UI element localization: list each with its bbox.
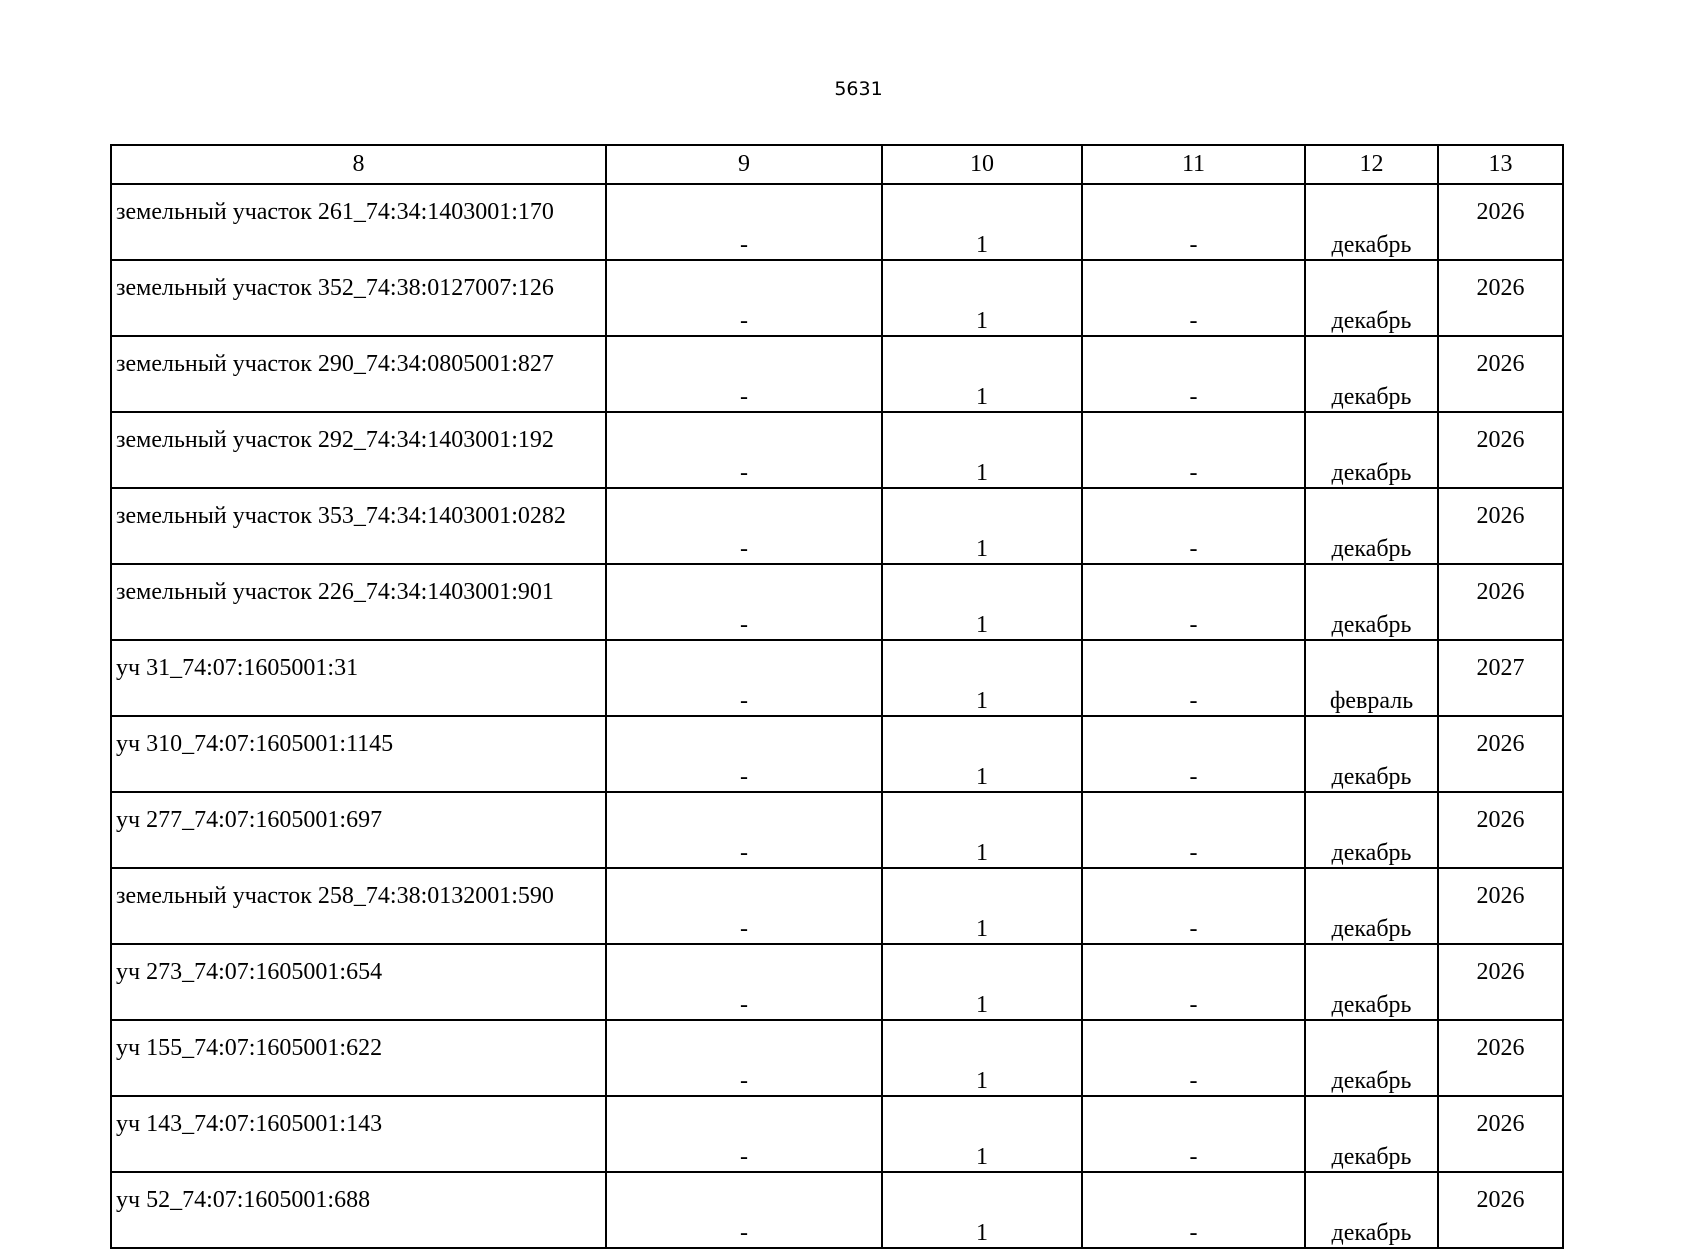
- month-cell: декабрь: [1305, 1020, 1438, 1096]
- col-11-cell: -: [1082, 868, 1305, 944]
- col-11-cell: -: [1082, 1020, 1305, 1096]
- month-cell: декабрь: [1305, 944, 1438, 1020]
- data-table: [110, 144, 1564, 1249]
- col-11-cell: -: [1082, 412, 1305, 488]
- col-9-cell: -: [606, 184, 882, 260]
- col-11-cell: -: [1082, 640, 1305, 716]
- column-header-10: 10: [882, 145, 1082, 184]
- table-row: [111, 336, 1563, 412]
- year-cell: 2027: [1438, 640, 1563, 716]
- table-header: [111, 145, 1563, 184]
- col-11-cell: -: [1082, 488, 1305, 564]
- month-cell: декабрь: [1305, 412, 1438, 488]
- table-row: [111, 640, 1563, 716]
- month-cell: декабрь: [1305, 260, 1438, 336]
- col-10-cell: 1: [882, 488, 1082, 564]
- col-9-cell: -: [606, 1096, 882, 1172]
- table-row: [111, 184, 1563, 260]
- header-row: [111, 145, 1563, 184]
- table-body: [111, 184, 1563, 1248]
- col-10-cell: 1: [882, 868, 1082, 944]
- col-9-cell: -: [606, 716, 882, 792]
- col-9-cell: -: [606, 944, 882, 1020]
- table-row: [111, 1096, 1563, 1172]
- year-cell: 2026: [1438, 412, 1563, 488]
- year-cell: 2026: [1438, 868, 1563, 944]
- plot-name-cell: уч 143_74:07:1605001:143: [111, 1096, 606, 1172]
- plot-name-cell: земельный участок 261_74:34:1403001:170: [111, 184, 606, 260]
- year-cell: 2026: [1438, 488, 1563, 564]
- month-cell: декабрь: [1305, 488, 1438, 564]
- column-header-13: 13: [1438, 145, 1563, 184]
- plot-name-cell: земельный участок 292_74:34:1403001:192: [111, 412, 606, 488]
- col-9-cell: -: [606, 792, 882, 868]
- plot-name-cell: уч 31_74:07:1605001:31: [111, 640, 606, 716]
- year-cell: 2026: [1438, 1172, 1563, 1248]
- month-cell: декабрь: [1305, 792, 1438, 868]
- plot-name-cell: земельный участок 226_74:34:1403001:901: [111, 564, 606, 640]
- col-10-cell: 1: [882, 1096, 1082, 1172]
- column-header-8: 8: [111, 145, 606, 184]
- table-row: [111, 868, 1563, 944]
- col-10-cell: 1: [882, 564, 1082, 640]
- col-9-cell: -: [606, 488, 882, 564]
- column-header-12: 12: [1305, 145, 1438, 184]
- col-10-cell: 1: [882, 184, 1082, 260]
- year-cell: 2026: [1438, 260, 1563, 336]
- plot-name-cell: уч 155_74:07:1605001:622: [111, 1020, 606, 1096]
- table-row: [111, 1172, 1563, 1248]
- col-11-cell: -: [1082, 260, 1305, 336]
- col-9-cell: -: [606, 1020, 882, 1096]
- column-header-9: 9: [606, 145, 882, 184]
- table-row: [111, 412, 1563, 488]
- col-9-cell: -: [606, 336, 882, 412]
- col-9-cell: -: [606, 1172, 882, 1248]
- column-header-11: 11: [1082, 145, 1305, 184]
- col-11-cell: -: [1082, 1172, 1305, 1248]
- col-10-cell: 1: [882, 716, 1082, 792]
- plot-name-cell: уч 310_74:07:1605001:1145: [111, 716, 606, 792]
- year-cell: 2026: [1438, 336, 1563, 412]
- col-11-cell: -: [1082, 716, 1305, 792]
- col-9-cell: -: [606, 640, 882, 716]
- year-cell: 2026: [1438, 1096, 1563, 1172]
- plot-name-cell: уч 273_74:07:1605001:654: [111, 944, 606, 1020]
- col-11-cell: -: [1082, 564, 1305, 640]
- table-row: [111, 944, 1563, 1020]
- plot-name-cell: земельный участок 290_74:34:0805001:827: [111, 336, 606, 412]
- col-11-cell: -: [1082, 184, 1305, 260]
- col-10-cell: 1: [882, 792, 1082, 868]
- col-9-cell: -: [606, 412, 882, 488]
- month-cell: декабрь: [1305, 564, 1438, 640]
- table-row: [111, 564, 1563, 640]
- plot-name-cell: уч 52_74:07:1605001:688: [111, 1172, 606, 1248]
- month-cell: декабрь: [1305, 1096, 1438, 1172]
- page-number: 5631: [834, 78, 883, 100]
- month-cell: декабрь: [1305, 184, 1438, 260]
- col-10-cell: 1: [882, 1172, 1082, 1248]
- year-cell: 2026: [1438, 716, 1563, 792]
- plot-name-cell: земельный участок 258_74:38:0132001:590: [111, 868, 606, 944]
- year-cell: 2026: [1438, 184, 1563, 260]
- col-11-cell: -: [1082, 944, 1305, 1020]
- col-10-cell: 1: [882, 1020, 1082, 1096]
- table-row: [111, 792, 1563, 868]
- month-cell: февраль: [1305, 640, 1438, 716]
- month-cell: декабрь: [1305, 868, 1438, 944]
- col-10-cell: 1: [882, 260, 1082, 336]
- col-10-cell: 1: [882, 640, 1082, 716]
- col-10-cell: 1: [882, 412, 1082, 488]
- col-11-cell: -: [1082, 1096, 1305, 1172]
- table-row: [111, 716, 1563, 792]
- year-cell: 2026: [1438, 564, 1563, 640]
- table-row: [111, 1020, 1563, 1096]
- month-cell: декабрь: [1305, 336, 1438, 412]
- plot-name-cell: земельный участок 353_74:34:1403001:0282: [111, 488, 606, 564]
- year-cell: 2026: [1438, 1020, 1563, 1096]
- table-row: [111, 488, 1563, 564]
- col-11-cell: -: [1082, 792, 1305, 868]
- col-9-cell: -: [606, 868, 882, 944]
- month-cell: декабрь: [1305, 716, 1438, 792]
- plot-name-cell: земельный участок 352_74:38:0127007:126: [111, 260, 606, 336]
- plot-name-cell: уч 277_74:07:1605001:697: [111, 792, 606, 868]
- month-cell: декабрь: [1305, 1172, 1438, 1248]
- col-10-cell: 1: [882, 336, 1082, 412]
- year-cell: 2026: [1438, 944, 1563, 1020]
- col-10-cell: 1: [882, 944, 1082, 1020]
- table-row: [111, 260, 1563, 336]
- col-11-cell: -: [1082, 336, 1305, 412]
- col-9-cell: -: [606, 564, 882, 640]
- col-9-cell: -: [606, 260, 882, 336]
- year-cell: 2026: [1438, 792, 1563, 868]
